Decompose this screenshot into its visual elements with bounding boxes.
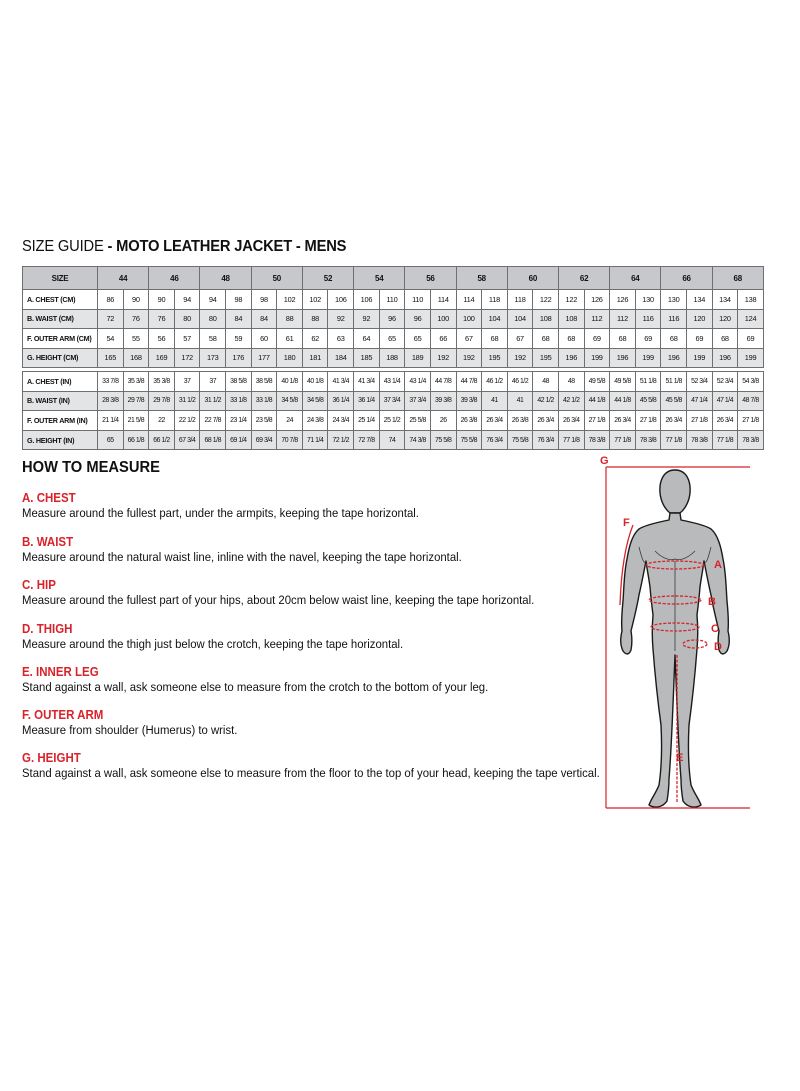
table-cell: 44 7/8: [456, 372, 482, 392]
measure-height: [22, 751, 600, 781]
table-cell: 72 7/8: [354, 430, 380, 450]
row-label: A. CHEST (IN): [23, 372, 98, 392]
table-cell: 173: [200, 348, 226, 368]
table-cell: 78 3/8: [738, 430, 764, 450]
table-cell: 76 3/4: [482, 430, 508, 450]
table-cell: 23 1/4: [226, 411, 252, 431]
size-header-cell: 60: [507, 267, 558, 290]
table-cell: 138: [738, 290, 764, 310]
table-cell: 35 3/8: [149, 372, 175, 392]
table-cell: 66: [430, 329, 456, 349]
table-cell: 106: [354, 290, 380, 310]
row-label: F. OUTER ARM (CM): [23, 329, 98, 349]
table-cell: 42 1/2: [558, 391, 584, 411]
table-cell: 49 5/8: [584, 372, 610, 392]
measure-hip: [22, 578, 592, 608]
table-cell: 78 3/8: [687, 430, 713, 450]
table-cell: 69 3/4: [251, 430, 277, 450]
table-cell: 69: [687, 329, 713, 349]
table-cell: 102: [277, 290, 303, 310]
table-cell: 26 3/4: [610, 411, 636, 431]
table-cell: 34 5/8: [277, 391, 303, 411]
table-cell: 69 1/4: [226, 430, 252, 450]
table-cell: 96: [405, 309, 431, 329]
table-cell: 180: [277, 348, 303, 368]
table-cell: 67 3/4: [174, 430, 200, 450]
measure-title: D. THIGH: [22, 622, 73, 636]
size-header-cell: 62: [558, 267, 609, 290]
table-cell: 199: [738, 348, 764, 368]
table-cell: 52 3/4: [687, 372, 713, 392]
table-cell: 100: [430, 309, 456, 329]
table-cell: 116: [635, 309, 661, 329]
table-cell: 86: [98, 290, 124, 310]
table-cell: 41 3/4: [354, 372, 380, 392]
table-cell: 43 1/4: [379, 372, 405, 392]
table-cell: 189: [405, 348, 431, 368]
table-cell: 48: [533, 372, 559, 392]
table-cell: 24 3/8: [302, 411, 328, 431]
table-cell: 68: [558, 329, 584, 349]
table-cell: 37 3/4: [379, 391, 405, 411]
table-cell: 26 3/8: [456, 411, 482, 431]
table-cell: 31 1/2: [174, 391, 200, 411]
table-cell: 80: [200, 309, 226, 329]
table-cell: 48 7/8: [738, 391, 764, 411]
table-cell: 195: [482, 348, 508, 368]
title-prefix: SIZE GUIDE: [22, 238, 104, 255]
table-cell: 69: [635, 329, 661, 349]
table-cell: 31 1/2: [200, 391, 226, 411]
table-cell: 94: [200, 290, 226, 310]
table-cell: 90: [149, 290, 175, 310]
table-cell: 67: [456, 329, 482, 349]
table-cell: 68: [482, 329, 508, 349]
table-cell: 172: [174, 348, 200, 368]
size-header-cell: 54: [354, 267, 405, 290]
size-header-cell: 68: [712, 267, 763, 290]
table-cell: 110: [379, 290, 405, 310]
table-cell: 65: [405, 329, 431, 349]
table-cell: 192: [456, 348, 482, 368]
table-cell: 40 1/8: [277, 372, 303, 392]
table-cell: 26 3/4: [558, 411, 584, 431]
table-cell: 45 5/8: [635, 391, 661, 411]
table-cell: 75 5/8: [507, 430, 533, 450]
label-e: E: [676, 752, 684, 764]
table-cell: 74 3/8: [405, 430, 431, 450]
row-label: B. WAIST (CM): [23, 309, 98, 329]
table-cell: 21 5/8: [123, 411, 149, 431]
table-cell: 98: [251, 290, 277, 310]
table-cell: 75 5/8: [456, 430, 482, 450]
table-cell: 116: [661, 309, 687, 329]
measure-chest: [22, 491, 592, 521]
table-cell: 177: [251, 348, 277, 368]
table-cell: 44 1/8: [610, 391, 636, 411]
table-cell: 68: [533, 329, 559, 349]
table-cell: 27 1/8: [687, 411, 713, 431]
table-cell: 112: [610, 309, 636, 329]
table-row: [23, 411, 764, 431]
how-to-measure-heading: HOW TO MEASURE: [22, 459, 160, 476]
table-cell: 36 1/4: [328, 391, 354, 411]
title-product: - MOTO LEATHER JACKET - MENS: [103, 238, 347, 255]
table-cell: 69: [738, 329, 764, 349]
table-cell: 63: [328, 329, 354, 349]
table-cell: 37 3/4: [405, 391, 431, 411]
measure-description: Measure around the fullest part of your hips, about 20cm below waist line, keeping the tape horizontal.: [22, 593, 535, 607]
table-cell: 22 7/8: [200, 411, 226, 431]
table-cell: 108: [558, 309, 584, 329]
table-cell: 27 1/8: [738, 411, 764, 431]
table-row: [23, 430, 764, 450]
page-title: [22, 238, 346, 256]
table-cell: 29 7/8: [149, 391, 175, 411]
table-cell: 51 1/8: [661, 372, 687, 392]
table-cell: 74: [379, 430, 405, 450]
size-header-cell: 44: [98, 267, 149, 290]
table-cell: 195: [533, 348, 559, 368]
table-cell: 112: [584, 309, 610, 329]
size-header-cell: 46: [149, 267, 200, 290]
table-cell: 65: [98, 430, 124, 450]
table-cell: 49 5/8: [610, 372, 636, 392]
table-cell: 75 5/8: [430, 430, 456, 450]
measure-description: Measure around the thigh just below the crotch, keeping the tape horizontal.: [22, 637, 404, 651]
table-cell: 88: [302, 309, 328, 329]
table-cell: 92: [354, 309, 380, 329]
label-c: C: [711, 623, 719, 635]
measure-title: C. HIP: [22, 578, 56, 592]
table-cell: 68: [712, 329, 738, 349]
table-cell: 51 1/8: [635, 372, 661, 392]
table-cell: 42 1/2: [533, 391, 559, 411]
table-cell: 88: [277, 309, 303, 329]
table-cell: 64: [354, 329, 380, 349]
table-cell: 33 1/8: [226, 391, 252, 411]
row-label: F. OUTER ARM (IN): [23, 411, 98, 431]
table-cell: 126: [584, 290, 610, 310]
table-cell: 104: [507, 309, 533, 329]
table-cell: 118: [507, 290, 533, 310]
table-cell: 90: [123, 290, 149, 310]
table-cell: 118: [482, 290, 508, 310]
table-row: [23, 372, 764, 392]
table-row: [23, 348, 764, 368]
measure-description: Measure around the natural waist line, inline with the navel, keeping the tape horizontal.: [22, 550, 462, 564]
table-cell: 196: [661, 348, 687, 368]
table-cell: 110: [405, 290, 431, 310]
table-cell: 40 1/8: [302, 372, 328, 392]
table-cell: 23 5/8: [251, 411, 277, 431]
table-cell: 54 3/8: [738, 372, 764, 392]
table-cell: 22: [149, 411, 175, 431]
table-cell: 56: [149, 329, 175, 349]
size-header-row: [23, 267, 764, 290]
table-cell: 34 5/8: [302, 391, 328, 411]
table-cell: 100: [456, 309, 482, 329]
table-cell: 188: [379, 348, 405, 368]
measure-description: Measure from shoulder (Humerus) to wrist.: [22, 723, 238, 737]
table-cell: 36 1/4: [354, 391, 380, 411]
table-cell: 47 1/4: [712, 391, 738, 411]
table-cell: 84: [251, 309, 277, 329]
table-cell: 39 3/8: [456, 391, 482, 411]
table-cell: 80: [174, 309, 200, 329]
table-cell: 24 3/4: [328, 411, 354, 431]
size-header-cell: 64: [610, 267, 661, 290]
table-cell: 41: [482, 391, 508, 411]
row-label: G. HEIGHT (IN): [23, 430, 98, 450]
table-cell: 181: [302, 348, 328, 368]
table-cell: 52 3/4: [712, 372, 738, 392]
table-cell: 45 5/8: [661, 391, 687, 411]
measure-title: E. INNER LEG: [22, 665, 99, 679]
table-cell: 70 7/8: [277, 430, 303, 450]
table-cell: 68 1/8: [200, 430, 226, 450]
table-cell: 38 5/8: [226, 372, 252, 392]
table-cell: 66 1/8: [123, 430, 149, 450]
label-g: G: [600, 455, 609, 467]
table-cell: 184: [328, 348, 354, 368]
table-cell: 77 1/8: [712, 430, 738, 450]
table-cell: 71 1/4: [302, 430, 328, 450]
table-cell: 77 1/8: [661, 430, 687, 450]
measure-thigh: [22, 622, 592, 652]
table-cell: 48: [558, 372, 584, 392]
table-cell: 66 1/2: [149, 430, 175, 450]
body-measurement-figure: [595, 455, 755, 815]
table-cell: 130: [661, 290, 687, 310]
table-cell: 57: [174, 329, 200, 349]
measure-title: B. WAIST: [22, 535, 74, 549]
label-d: D: [714, 641, 722, 653]
table-cell: 25 5/8: [405, 411, 431, 431]
table-cell: 78 3/8: [584, 430, 610, 450]
table-cell: 108: [533, 309, 559, 329]
table-row: [23, 329, 764, 349]
measure-outer-arm: [22, 708, 592, 738]
table-row: [23, 309, 764, 329]
table-cell: 39 3/8: [430, 391, 456, 411]
table-cell: 33 7/8: [98, 372, 124, 392]
table-cell: 96: [379, 309, 405, 329]
table-cell: 26 3/4: [661, 411, 687, 431]
table-cell: 46 1/2: [482, 372, 508, 392]
table-cell: 124: [738, 309, 764, 329]
size-header-cell: 52: [302, 267, 353, 290]
table-cell: 76: [149, 309, 175, 329]
table-cell: 134: [687, 290, 713, 310]
table-cell: 120: [712, 309, 738, 329]
table-cell: 122: [533, 290, 559, 310]
table-row: [23, 290, 764, 310]
size-header-cell: 66: [661, 267, 712, 290]
table-cell: 114: [456, 290, 482, 310]
table-cell: 169: [149, 348, 175, 368]
label-b: B: [708, 596, 716, 608]
table-cell: 77 1/8: [610, 430, 636, 450]
table-cell: 98: [226, 290, 252, 310]
table-cell: 26: [430, 411, 456, 431]
table-cell: 196: [610, 348, 636, 368]
table-cell: 26 3/4: [712, 411, 738, 431]
table-cell: 199: [584, 348, 610, 368]
measure-inner-leg: [22, 665, 592, 695]
table-cell: 69: [584, 329, 610, 349]
table-cell: 126: [610, 290, 636, 310]
table-cell: 44 1/8: [584, 391, 610, 411]
table-cell: 44 7/8: [430, 372, 456, 392]
table-cell: 43 1/4: [405, 372, 431, 392]
table-cell: 35 3/8: [123, 372, 149, 392]
table-cell: 22 1/2: [174, 411, 200, 431]
row-label: B. WAIST (IN): [23, 391, 98, 411]
measure-description: Stand against a wall, ask someone else to measure from the floor to the top of your head, keeping the tape vertical.: [22, 766, 600, 780]
table-cell: 59: [226, 329, 252, 349]
table-cell: 92: [328, 309, 354, 329]
table-cell: 29 7/8: [123, 391, 149, 411]
table-cell: 37: [200, 372, 226, 392]
table-cell: 38 5/8: [251, 372, 277, 392]
size-table-cm: [22, 266, 764, 368]
size-table-in: [22, 371, 764, 450]
table-cell: 47 1/4: [687, 391, 713, 411]
measure-title: A. CHEST: [22, 491, 76, 505]
table-cell: 72 1/2: [328, 430, 354, 450]
table-cell: 26 3/8: [507, 411, 533, 431]
table-cell: 27 1/8: [635, 411, 661, 431]
table-cell: 130: [635, 290, 661, 310]
table-cell: 37: [174, 372, 200, 392]
row-label: G. HEIGHT (CM): [23, 348, 98, 368]
table-cell: 72: [98, 309, 124, 329]
table-cell: 67: [507, 329, 533, 349]
table-cell: 134: [712, 290, 738, 310]
table-cell: 62: [302, 329, 328, 349]
size-header-cell: 58: [456, 267, 507, 290]
table-cell: 78 3/8: [635, 430, 661, 450]
size-header-cell: 56: [405, 267, 456, 290]
table-cell: 168: [123, 348, 149, 368]
table-cell: 77 1/8: [558, 430, 584, 450]
table-cell: 25 1/4: [354, 411, 380, 431]
table-cell: 84: [226, 309, 252, 329]
table-cell: 120: [687, 309, 713, 329]
table-cell: 106: [328, 290, 354, 310]
table-cell: 26 3/4: [482, 411, 508, 431]
size-header-cell: 48: [200, 267, 251, 290]
table-cell: 76: [123, 309, 149, 329]
table-cell: 165: [98, 348, 124, 368]
table-cell: 94: [174, 290, 200, 310]
label-f: F: [623, 517, 630, 529]
measure-title: G. HEIGHT: [22, 751, 81, 765]
table-cell: 33 1/8: [251, 391, 277, 411]
table-cell: 25 1/2: [379, 411, 405, 431]
table-cell: 185: [354, 348, 380, 368]
table-row: [23, 391, 764, 411]
table-cell: 41 3/4: [328, 372, 354, 392]
table-cell: 55: [123, 329, 149, 349]
size-header-label: SIZE: [23, 267, 98, 290]
table-cell: 24: [277, 411, 303, 431]
table-cell: 192: [507, 348, 533, 368]
table-cell: 114: [430, 290, 456, 310]
table-cell: 27 1/8: [584, 411, 610, 431]
table-cell: 104: [482, 309, 508, 329]
measure-description: Measure around the fullest part, under the armpits, keeping the tape horizontal.: [22, 506, 419, 520]
table-cell: 21 1/4: [98, 411, 124, 431]
table-cell: 176: [226, 348, 252, 368]
table-cell: 28 3/8: [98, 391, 124, 411]
table-cell: 192: [430, 348, 456, 368]
measure-description: Stand against a wall, ask someone else to measure from the crotch to the bottom of your leg.: [22, 680, 489, 694]
table-cell: 58: [200, 329, 226, 349]
table-cell: 46 1/2: [507, 372, 533, 392]
table-cell: 68: [610, 329, 636, 349]
table-cell: 65: [379, 329, 405, 349]
table-cell: 122: [558, 290, 584, 310]
table-cell: 60: [251, 329, 277, 349]
measure-title: F. OUTER ARM: [22, 708, 104, 722]
table-cell: 54: [98, 329, 124, 349]
table-cell: 102: [302, 290, 328, 310]
size-header-cell: 50: [251, 267, 302, 290]
measure-waist: [22, 535, 592, 565]
table-cell: 76 3/4: [533, 430, 559, 450]
table-cell: 61: [277, 329, 303, 349]
table-cell: 199: [635, 348, 661, 368]
label-a: A: [714, 559, 722, 571]
table-cell: 68: [661, 329, 687, 349]
table-cell: 26 3/4: [533, 411, 559, 431]
table-cell: 196: [712, 348, 738, 368]
row-label: A. CHEST (CM): [23, 290, 98, 310]
table-cell: 41: [507, 391, 533, 411]
table-cell: 196: [558, 348, 584, 368]
table-cell: 199: [687, 348, 713, 368]
